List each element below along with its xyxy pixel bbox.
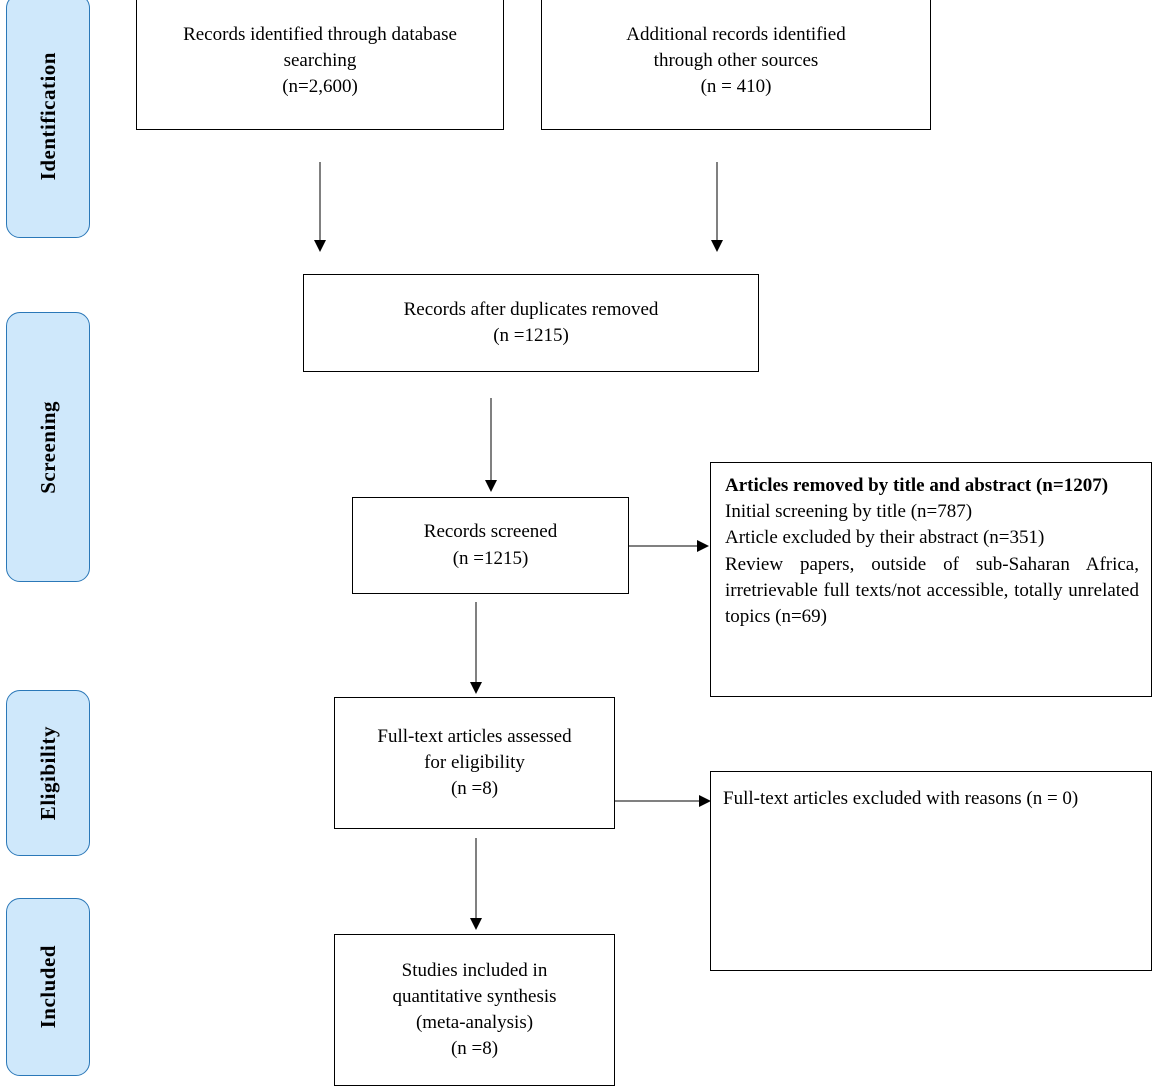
arrow-fulltext-to-excluded — [615, 786, 711, 816]
arrow-fulltext-to-included — [461, 838, 491, 930]
box-line: (n=2,600) — [282, 76, 358, 98]
arrow-duplicates-to-screened — [476, 398, 506, 492]
stage-label-screening — [6, 312, 90, 582]
box-fulltext-articles-excluded — [710, 771, 1152, 971]
box-line: (n = 410) — [700, 76, 772, 98]
box-line: (meta-analysis) — [415, 1012, 534, 1033]
stage-label-identification — [6, 0, 90, 238]
box-studies-included-quantitative-synthesis — [334, 934, 615, 1086]
stage-label-identification-text: Identification — [35, 51, 60, 181]
stage-label-included — [6, 898, 90, 1076]
box-line: Article excluded by their abstract (n=351) — [725, 527, 1045, 549]
arrow-screened-to-articles-removed — [629, 531, 709, 561]
box-line: Records screened — [423, 521, 558, 543]
box-line: Studies included in — [401, 959, 548, 981]
box-line: Full-text articles assessed — [377, 725, 572, 747]
stage-label-screening-text: Screening — [35, 400, 60, 494]
stage-label-eligibility-text: Eligibility — [35, 725, 60, 821]
stage-label-eligibility — [6, 690, 90, 856]
box-fulltext-articles-assessed — [334, 697, 615, 829]
box-line: (n =1215) — [452, 547, 529, 569]
arrow-other-to-duplicates — [702, 162, 732, 252]
box-line: (n =8) — [450, 1038, 499, 1060]
box-line: for eligibility — [424, 751, 525, 773]
box-records-identified-database — [136, 0, 504, 130]
box-line: Review papers, outside of sub-Saharan Africa, irretrievable full texts/not accessible, totally unrelated topics (n=69) — [725, 553, 1139, 628]
box-line: Records identified through database — [183, 23, 457, 45]
box-additional-records-other-sources — [541, 0, 931, 130]
box-line: (n =1215) — [493, 325, 569, 346]
box-records-screened — [352, 497, 629, 594]
box-line: through other sources — [653, 49, 819, 71]
arrow-database-to-duplicates — [305, 162, 335, 252]
arrow-screened-to-fulltext — [461, 602, 491, 694]
box-articles-removed-title-abstract — [710, 462, 1152, 697]
box-line: Additional records identified — [626, 23, 846, 45]
box-line: Records after duplicates removed — [403, 298, 659, 320]
stage-label-included-text: Included — [35, 945, 60, 1029]
box-line: (n =8) — [450, 778, 499, 800]
box-line: Initial screening by title (n=787) — [725, 501, 973, 523]
box-records-after-duplicates-removed — [303, 274, 759, 372]
box-line: Full-text articles excluded with reasons (n = 0) — [723, 788, 1079, 809]
box-line: quantitative synthesis — [392, 985, 557, 1007]
box-line: searching — [283, 49, 357, 71]
box-line: Articles removed by title and abstract (n=1207) — [725, 475, 1109, 496]
